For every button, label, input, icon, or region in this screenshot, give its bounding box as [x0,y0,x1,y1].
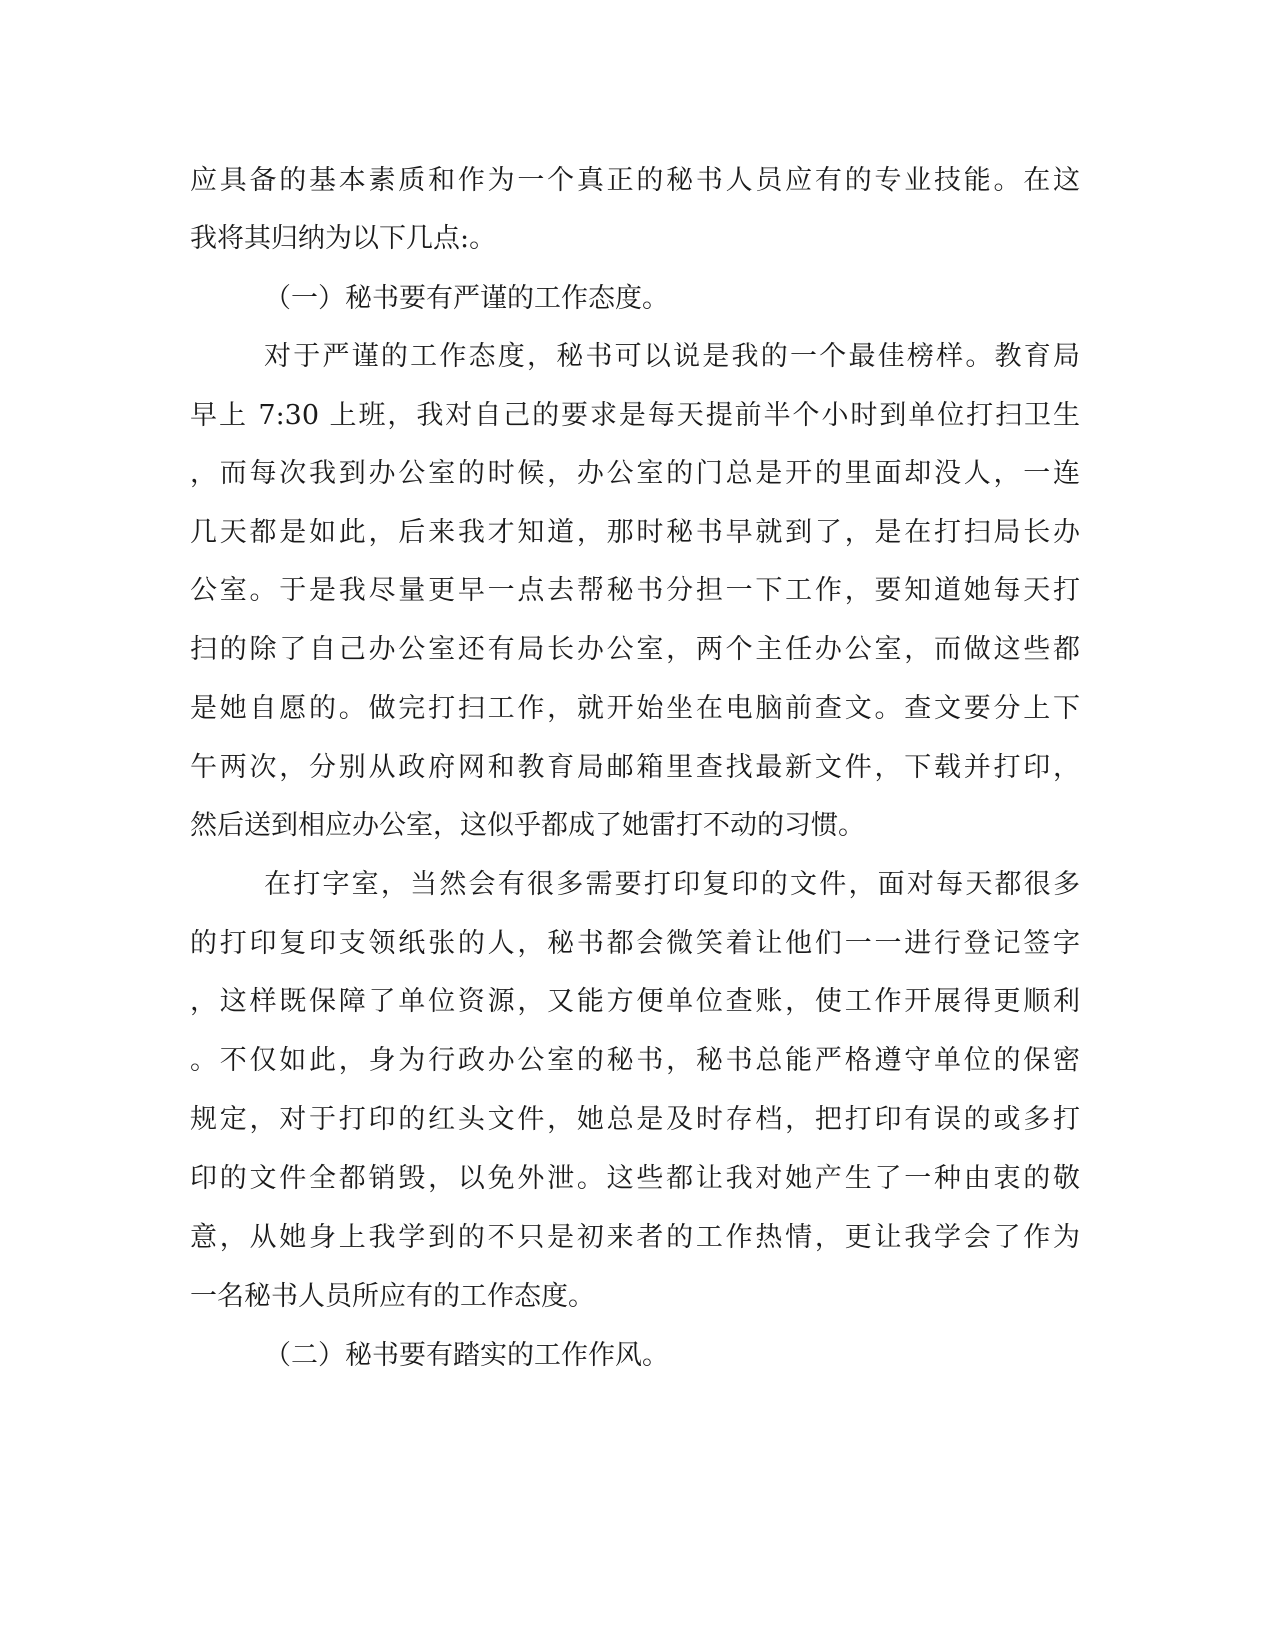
text-line: 是她自愿的。做完打扫工作，就开始坐在电脑前查文。查文要分上下 [190,693,1080,724]
text-line: 应具备的基本素质和作为一个真正的秘书人员应有的专业技能。在这 [190,165,1080,196]
text-line: 我将其归纳为以下几点:。 [190,223,497,254]
section-heading: （一）秘书要有严谨的工作态度。 [264,283,669,314]
text-line: 意，从她身上我学到的不只是初来者的工作热情，更让我学会了作为 [190,1222,1080,1253]
text-line: 几天都是如此，后来我才知道，那时秘书早就到了，是在打扫局长办 [190,517,1080,548]
text-line: ，而每次我到办公室的时候，办公室的门总是开的里面却没人，一连 [190,458,1080,489]
text-line: 然后送到相应办公室，这似乎都成了她雷打不动的习惯。 [190,810,865,841]
text-line: 。不仅如此，身为行政办公室的秘书，秘书总能严格遵守单位的保密 [190,1045,1080,1076]
text-line: 早上 7:30 上班，我对自己的要求是每天提前半个小时到单位打扫卫生 [190,400,1080,431]
section-heading: （二）秘书要有踏实的工作作风。 [264,1340,669,1371]
text-line: 一名秘书人员所应有的工作态度。 [190,1281,595,1312]
text-line: 的打印复印支领纸张的人，秘书都会微笑着让他们一一进行登记签字 [190,928,1080,959]
text-line: 扫的除了自己办公室还有局长办公室，两个主任办公室，而做这些都 [190,634,1080,665]
text-line: 午两次，分别从政府网和教育局邮箱里查找最新文件，下载并打印， [190,752,1080,783]
text-line: ，这样既保障了单位资源，又能方便单位查账，使工作开展得更顺利 [190,986,1080,1017]
text-line: 在打字室，当然会有很多需要打印复印的文件，面对每天都很多 [264,869,1080,900]
text-line: 印的文件全都销毁，以免外泄。这些都让我对她产生了一种由衷的敬 [190,1163,1080,1194]
text-line: 规定，对于打印的红头文件，她总是及时存档，把打印有误的或多打 [190,1104,1080,1135]
text-line: 对于严谨的工作态度，秘书可以说是我的一个最佳榜样。教育局 [264,341,1080,372]
text-line: 公室。于是我尽量更早一点去帮秘书分担一下工作，要知道她每天打 [190,575,1080,606]
